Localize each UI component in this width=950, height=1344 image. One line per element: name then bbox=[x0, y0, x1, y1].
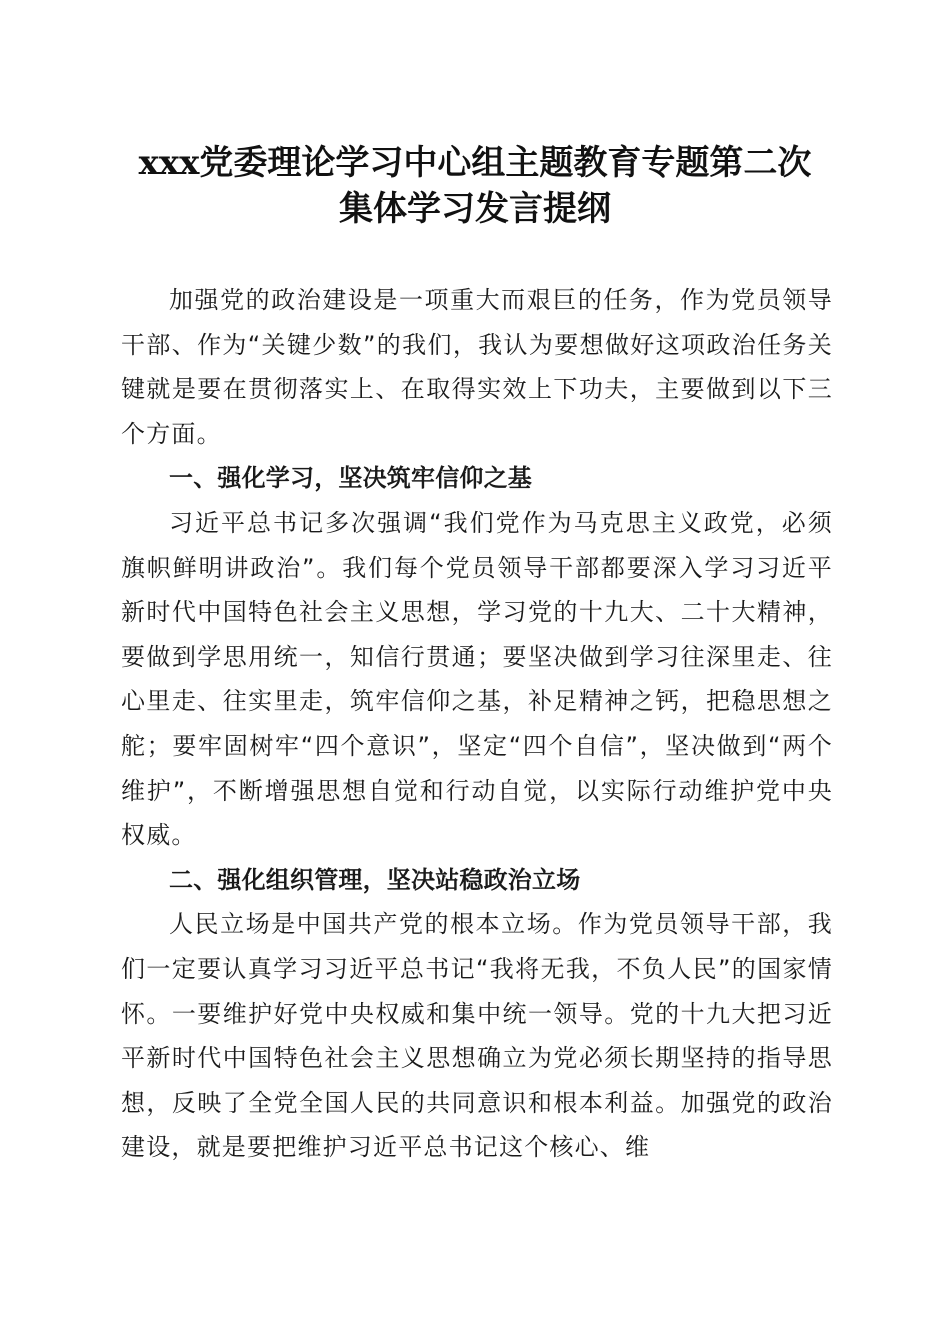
section-1-paragraph: 习近平总书记多次强调“我们党作为马克思主义政党，必须旗帜鲜明讲政治”。我们每个党员领导干部都要深入学习习近平新时代中国特色社会主义思想，学习党的十九大、二十大精神，要做到学思用统一，知信行贯通；要坚决做到学习往深里走、往心里走、往实里走，筑牢信仰之基，补足精神之钙，把稳思想之舵；要牢固树牢“四个意识”，坚定“四个自信”，坚决做到“两个维护”，不断增强思想自觉和行动自觉，以实际行动维护党中央权威。 bbox=[121, 508, 833, 850]
document-title-line-2: 集体学习发言提纲 bbox=[339, 189, 611, 229]
section-2-paragraph: 人民立场是中国共产党的根本立场。作为党员领导干部，我们一定要认真学习习近平总书记“我将无我，不负人民”的国家情怀。一要维护好党中央权威和集中统一领导。党的十九大把习近平新时代中国特色社会主义思想确立为党必须长期坚持的指导思想，反映了全党全国人民的共同意识和根本利益。加强党的政治建设，就是要把维护习近平总书记这个核心、维 bbox=[121, 910, 833, 1162]
section-heading-1: 一、强化学习，坚决筑牢信仰之基 bbox=[169, 464, 532, 493]
section-heading-2: 二、强化组织管理，坚决站稳政治立场 bbox=[169, 865, 581, 894]
intro-paragraph: 加强党的政治建设是一项重大而艰巨的任务，作为党员领导干部、作为“关键少数”的我们，我认为要想做好这项政治任务关键就是要在贯彻落实上、在取得实效上下功夫，主要做到以下三个方面。 bbox=[121, 286, 833, 448]
document-body bbox=[121, 278, 833, 1170]
document-title-line-1: xxx党委理论学习中心组主题教育专题第二次 bbox=[138, 143, 812, 183]
